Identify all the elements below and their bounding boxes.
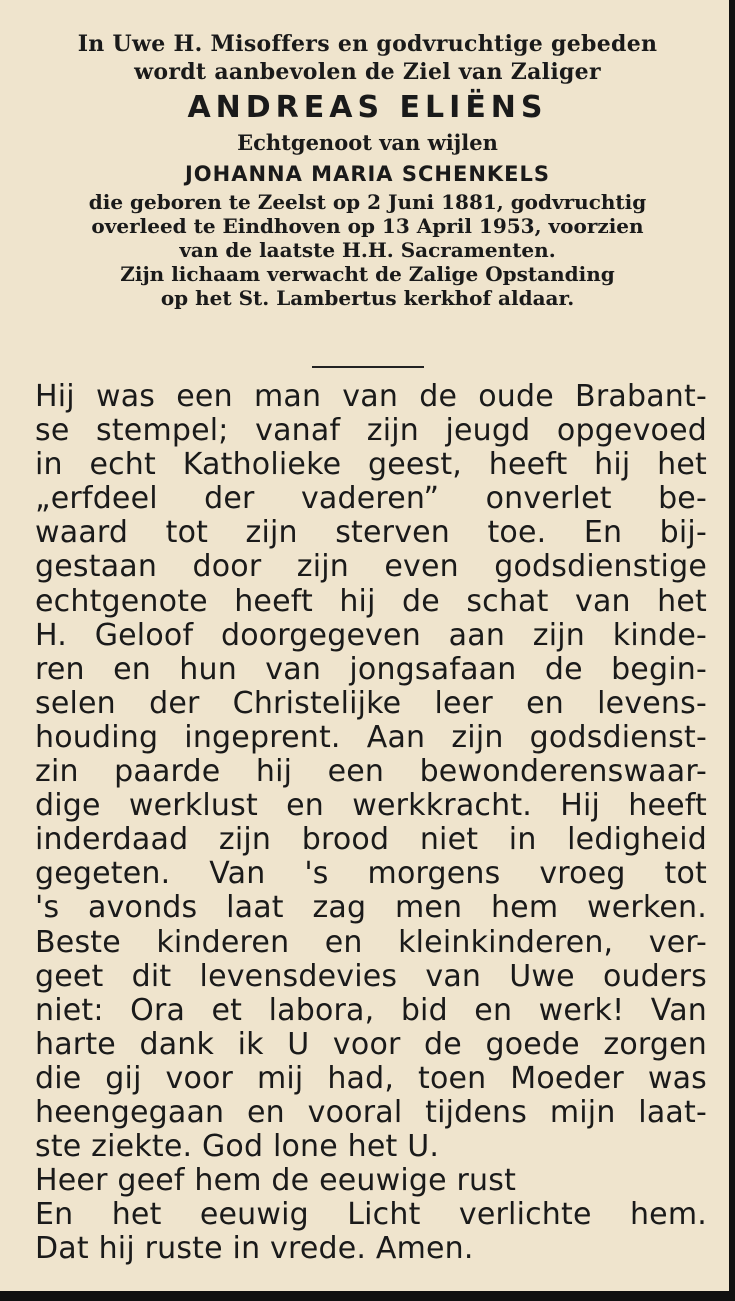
- text-line: inderdaad zijn brood niet in ledigheid: [35, 822, 707, 858]
- text-line: harte dank ik U voor de goede zorgen: [35, 1026, 707, 1062]
- deceased-name: ANDREAS ELIËNS: [187, 90, 548, 125]
- details-line-5: op het St. Lambertus kerkhof aldaar.: [160, 286, 575, 310]
- text-line: niet: Ora et labora, bid en werk! Van: [35, 992, 707, 1028]
- text-line: heengegaan en vooral tijdens mijn laat-: [35, 1094, 707, 1130]
- details-line-4: Zijn lichaam verwacht de Zalige Opstanding: [120, 262, 615, 286]
- text-line: Beste kinderen en kleinkinderen, ver-: [35, 924, 707, 960]
- spouse-name: JOHANNA MARIA SCHENKELS: [184, 162, 551, 186]
- text-line: geet dit levensdevies van Uwe ouders: [35, 958, 707, 994]
- text-line: „erfdeel der vaderen” onverlet be-: [35, 481, 707, 517]
- card-header: [0, 30, 735, 310]
- text-line: 's avonds laat zag men hem werken.: [35, 890, 707, 926]
- text-line: zin paarde hij een bewonderenswaar-: [35, 754, 707, 790]
- intro-line-1: In Uwe H. Misoffers en godvruchtige gebeden: [77, 31, 658, 57]
- details-line-1: die geboren te Zeelst op 2 Juni 1881, godvruchtig: [88, 190, 647, 214]
- text-line: die gij voor mij had, toen Moeder was: [35, 1060, 707, 1096]
- text-line: selen der Christelijke leer en levens-: [35, 685, 707, 721]
- text-line: gestaan door zijn even godsdienstige: [35, 549, 707, 585]
- prayer-line: En het eeuwig Licht verlichte hem.: [35, 1197, 707, 1233]
- text-line: ste ziekte. God lone het U.: [35, 1129, 440, 1165]
- details-line-3: van de laatste H.H. Sacramenten.: [179, 238, 556, 262]
- intro-line-2: wordt aanbevolen de Ziel van Zaliger: [134, 59, 601, 85]
- text-line: ren en hun van jongsafaan de begin-: [35, 651, 707, 687]
- text-line: in echt Katholieke geest, heeft hij het: [35, 447, 707, 483]
- text-line: H. Geloof doorgegeven aan zijn kinde-: [35, 617, 707, 653]
- text-line: waard tot zijn sterven toe. En bij-: [35, 515, 707, 551]
- spouse-label: Echtgenoot van wijlen: [237, 130, 498, 155]
- text-line: echtgenote heeft hij de schat van het: [35, 583, 707, 619]
- text-line: houding ingeprent. Aan zijn godsdienst-: [35, 719, 707, 755]
- prayer-line: Heer geef hem de eeuwige rust: [35, 1163, 517, 1199]
- text-line: dige werklust en werkkracht. Hij heeft: [35, 788, 707, 824]
- text-line: se stempel; vanaf zijn jeugd opgevoed: [35, 413, 707, 449]
- text-line: Hij was een man van de oude Brabant-: [35, 379, 707, 414]
- text-line: gegeten. Van 's morgens vroeg tot: [35, 856, 707, 892]
- divider-rule: [312, 366, 424, 368]
- details-line-2: overleed te Eindhoven op 13 April 1953, voorzien: [91, 214, 644, 238]
- prayer-line: Dat hij ruste in vrede. Amen.: [35, 1231, 474, 1267]
- memorial-text: [35, 380, 707, 1266]
